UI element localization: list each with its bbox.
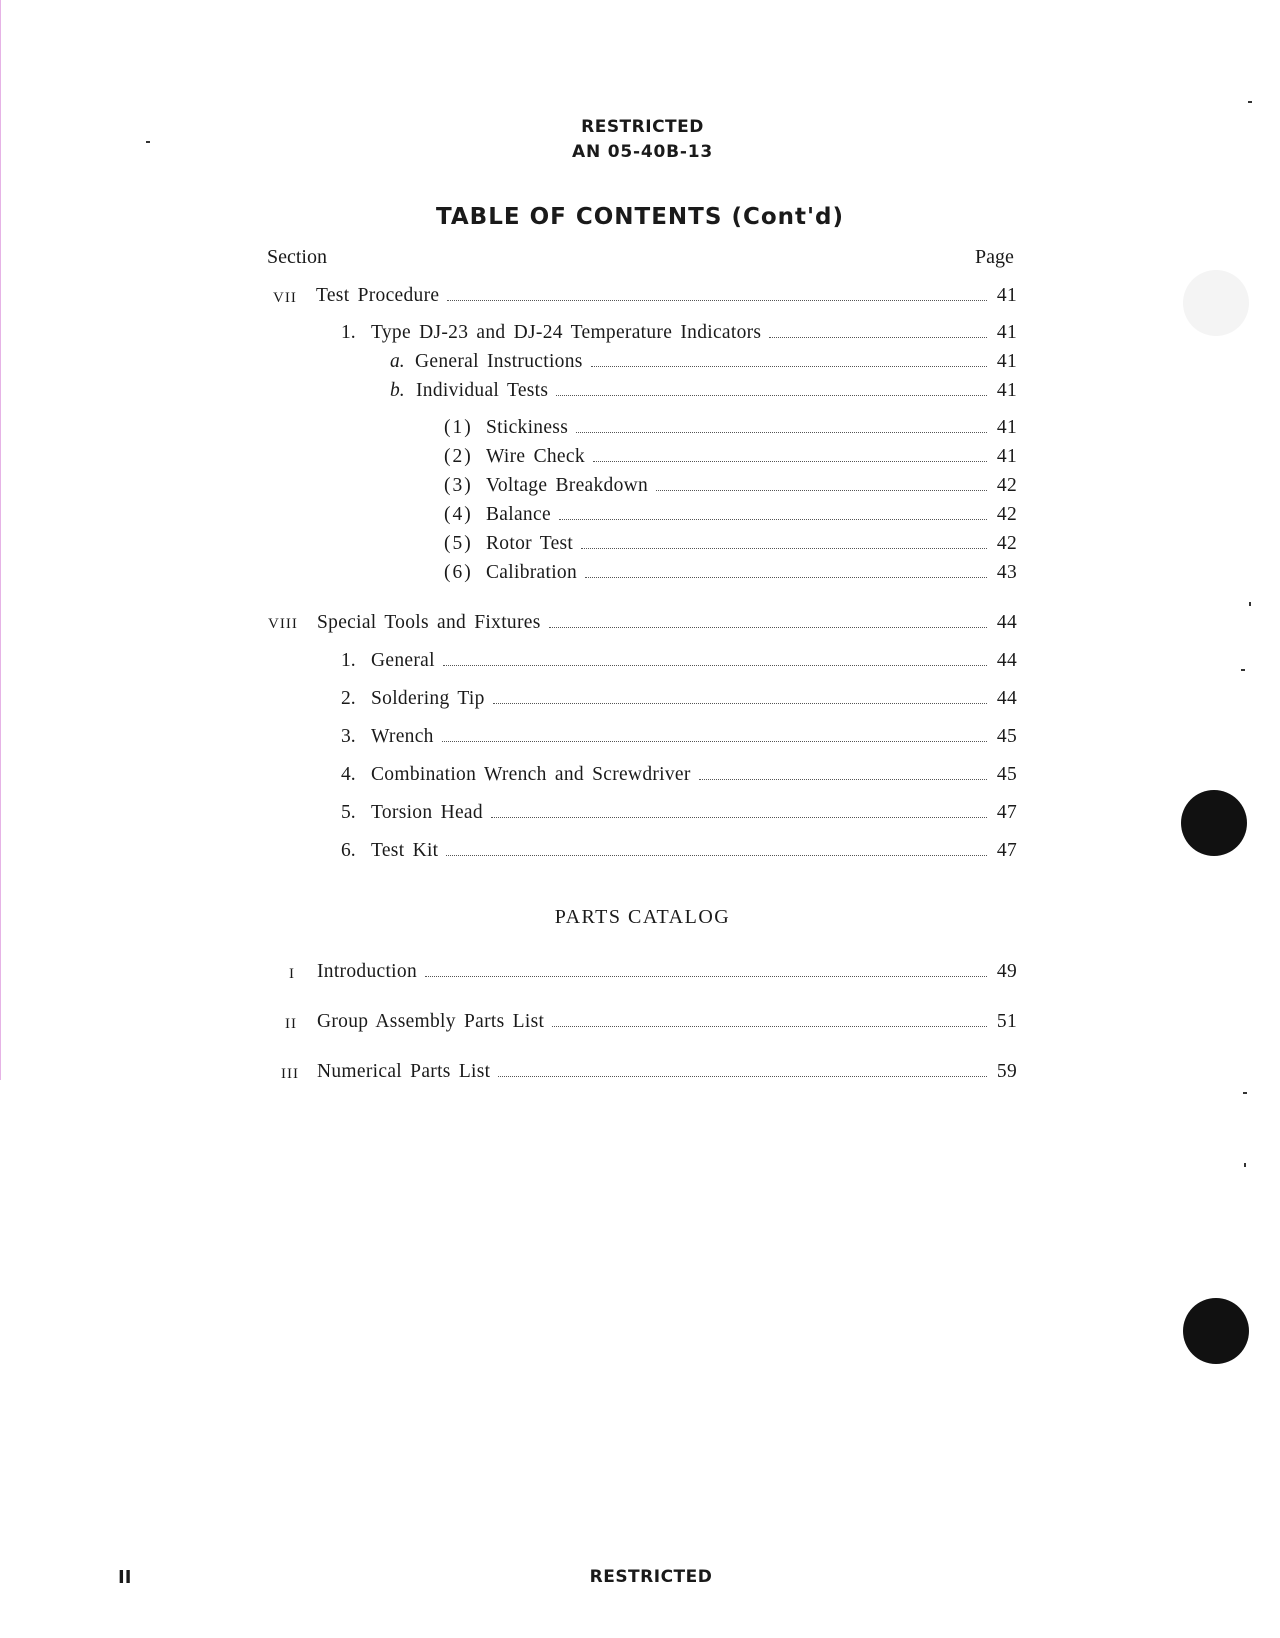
toc-entry[interactable] (371, 322, 1017, 344)
toc-entry-page: 41 (996, 322, 1017, 343)
toc-entry[interactable] (371, 764, 1017, 786)
scan-speck (1243, 1092, 1247, 1094)
toc-entry-title: Torsion Head (371, 802, 483, 823)
toc-entry-page: 41 (996, 446, 1017, 467)
test-number: (4) (444, 504, 473, 525)
test-number: (5) (444, 533, 473, 554)
section-roman: II (285, 1016, 297, 1032)
toc-entry-title: Rotor Test (486, 533, 574, 554)
test-number: (2) (444, 446, 473, 467)
dot-leader (493, 703, 987, 704)
section-roman: VII (273, 290, 297, 306)
dot-leader (591, 366, 987, 367)
toc-entry[interactable] (371, 650, 1017, 672)
test-number: (6) (444, 562, 473, 583)
toc-entry-page: 44 (996, 612, 1017, 633)
toc-entry-page: 59 (996, 1061, 1017, 1082)
toc-entry-title: Stickiness (486, 417, 569, 438)
dot-leader (556, 395, 987, 396)
header-classification: RESTRICTED (581, 117, 704, 137)
toc-entry-page: 51 (996, 1011, 1017, 1032)
header-document-number: AN 05-40B-13 (572, 142, 713, 162)
toc-entry[interactable] (317, 1061, 1017, 1083)
toc-entry[interactable] (317, 612, 1017, 634)
toc-entry-page: 43 (996, 562, 1017, 583)
dot-leader (552, 1026, 987, 1027)
toc-entry-title: Individual Tests (416, 380, 549, 401)
dot-leader (498, 1076, 987, 1077)
toc-entry-page: 41 (996, 285, 1017, 306)
toc-entry-page: 42 (996, 504, 1017, 525)
subitem-letter: a. (390, 351, 405, 372)
toc-entry-title: Numerical Parts List (317, 1061, 491, 1082)
toc-entry-page: 47 (996, 840, 1017, 861)
toc-entry-title: Combination Wrench and Screwdriver (371, 764, 691, 785)
dot-leader (593, 461, 987, 462)
dot-leader (559, 519, 987, 520)
toc-entry-page: 49 (996, 961, 1017, 982)
toc-entry-page: 41 (996, 380, 1017, 401)
toc-entry-title: Group Assembly Parts List (317, 1011, 545, 1032)
subitem-letter: b. (390, 380, 405, 401)
section-roman: III (281, 1066, 299, 1082)
scan-speck (1249, 602, 1251, 606)
toc-entry-title: Test Procedure (316, 285, 440, 306)
scan-speck (1248, 101, 1252, 103)
dot-leader (656, 490, 987, 491)
toc-entry-page: 42 (996, 475, 1017, 496)
dot-leader (769, 337, 987, 338)
footer-page-number: II (118, 1567, 132, 1588)
toc-entry-page: 42 (996, 533, 1017, 554)
toc-entry[interactable] (371, 840, 1017, 862)
toc-entry-title: Wire Check (486, 446, 585, 467)
toc-entry[interactable] (371, 726, 1017, 748)
test-number: (3) (444, 475, 473, 496)
dot-leader (699, 779, 987, 780)
toc-entry-title: Voltage Breakdown (486, 475, 649, 496)
toc-entry-title: Wrench (371, 726, 434, 747)
item-number: 1. (341, 322, 356, 343)
toc-entry-title: Test Kit (371, 840, 439, 861)
toc-entry[interactable] (486, 504, 1017, 526)
toc-entry[interactable] (316, 285, 1017, 307)
item-number: 6. (341, 840, 356, 861)
toc-entry[interactable] (486, 562, 1017, 584)
toc-entry[interactable] (416, 380, 1017, 402)
toc-entry[interactable] (371, 688, 1017, 710)
toc-entry-page: 41 (996, 417, 1017, 438)
footer-classification: RESTRICTED (589, 1567, 713, 1587)
toc-entry-title: Introduction (317, 961, 417, 982)
item-number: 3. (341, 726, 356, 747)
toc-entry-title: General (371, 650, 435, 671)
toc-entry-page: 45 (996, 726, 1017, 747)
toc-entry[interactable] (486, 533, 1017, 555)
toc-entry-page: 44 (996, 650, 1017, 671)
toc-entry-title: Type DJ-23 and DJ-24 Temperature Indicators (371, 322, 762, 343)
dot-leader (581, 548, 987, 549)
toc-title: TABLE OF CONTENTS (Cont'd) (435, 204, 845, 230)
toc-entry[interactable] (486, 475, 1017, 497)
toc-entry-title: Soldering Tip (371, 688, 485, 709)
toc-entry-title: Balance (486, 504, 551, 525)
toc-entry[interactable] (486, 446, 1017, 468)
punch-hole (1183, 1298, 1249, 1364)
page-column-label: Page (975, 246, 1014, 268)
scan-speck (1244, 1163, 1246, 1167)
toc-entry-page: 47 (996, 802, 1017, 823)
dot-leader (549, 627, 987, 628)
section-column-label: Section (267, 246, 327, 268)
item-number: 1. (341, 650, 356, 671)
punch-hole-faint (1183, 270, 1249, 336)
punch-hole (1181, 790, 1247, 856)
dot-leader (447, 300, 987, 301)
section-roman: VIII (268, 616, 298, 632)
toc-entry[interactable] (486, 417, 1017, 439)
toc-entry[interactable] (317, 961, 1017, 983)
toc-entry-page: 41 (996, 351, 1017, 372)
item-number: 2. (341, 688, 356, 709)
scan-speck (1241, 669, 1245, 671)
item-number: 5. (341, 802, 356, 823)
toc-entry-title: General Instructions (415, 351, 583, 372)
dot-leader (443, 665, 987, 666)
dot-leader (585, 577, 987, 578)
dot-leader (425, 976, 987, 977)
item-number: 4. (341, 764, 356, 785)
parts-catalog-title: PARTS CATALOG (554, 906, 731, 928)
toc-entry[interactable] (317, 1011, 1017, 1033)
dot-leader (491, 817, 987, 818)
dot-leader (576, 432, 987, 433)
dot-leader (442, 741, 987, 742)
test-number: (1) (444, 417, 473, 438)
toc-entry-title: Special Tools and Fixtures (317, 612, 541, 633)
toc-entry[interactable] (415, 351, 1017, 373)
toc-entry-title: Calibration (486, 562, 578, 583)
toc-entry[interactable] (371, 802, 1017, 824)
toc-entry-page: 44 (996, 688, 1017, 709)
toc-entry-page: 45 (996, 764, 1017, 785)
section-roman: I (289, 966, 295, 982)
dot-leader (446, 855, 987, 856)
